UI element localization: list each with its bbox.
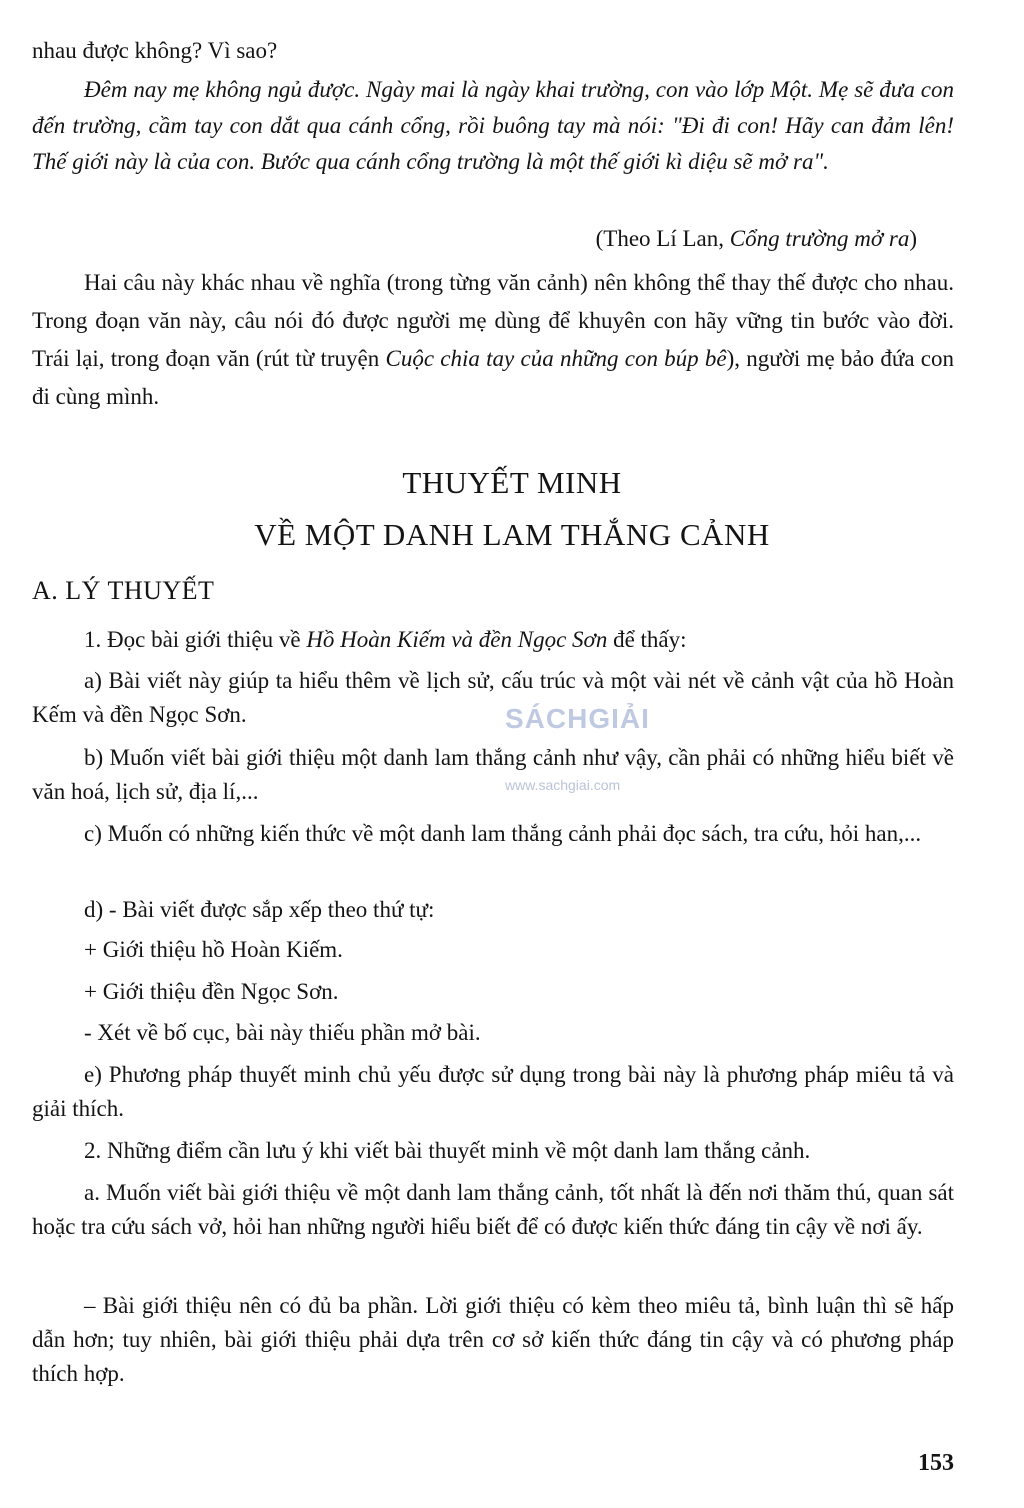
citation-prefix: (Theo Lí Lan,: [595, 226, 730, 251]
point-1e: e) Phương pháp thuyết minh chủ yếu được sử dụng trong bài này là phương pháp miêu tả và giải thích.: [32, 1062, 954, 1121]
intro-question-line: nhau được không? Vì sao?: [32, 38, 278, 63]
section-heading: A. LÝ THUYẾT: [32, 576, 215, 605]
point-2b: – Bài giới thiệu nên có đủ ba phần. Lời giới thiệu có kèm theo miêu tả, bình luận thì sẽ hấp dẫn hơn; tuy nhiên, bài giới thiệu phải dựa trên cơ sở kiến thức đáng tin cậy và có phương pháp thích hợp.: [32, 1293, 954, 1386]
title-line-1: THUYẾT MINH: [402, 465, 622, 500]
point-1a: a) Bài viết này giúp ta hiểu thêm về lịch sử, cấu trúc và một vài nét về cảnh vật của hồ Hoàn Kếm và đền Ngọc Sơn.: [32, 668, 954, 727]
title-line-2: VỀ MỘT DANH LAM THẮNG CẢNH: [254, 517, 770, 552]
explanation-story-title: Cuộc chia tay của những con búp bê: [385, 346, 727, 371]
explanation-text-2: ), người mẹ bảo đứa con đi cùng mình.: [32, 346, 954, 409]
point-1d-item-1: + Giới thiệu hồ Hoàn Kiếm.: [84, 937, 343, 962]
point-2: 2. Những điểm cần lưu ý khi viết bài thuyết minh về một danh lam thắng cảnh.: [84, 1138, 811, 1163]
point-1: [32, 623, 954, 657]
point-1d: d) - Bài viết được sắp xếp theo thứ tự:: [84, 897, 435, 922]
point-1c: c) Muốn có những kiến thức về một danh lam thắng cảnh phải đọc sách, tra cứu, hỏi han,...: [84, 821, 922, 846]
point-2a: a. Muốn viết bài giới thiệu về một danh lam thắng cảnh, tốt nhất là đến nơi thăm thú, quan sát hoặc tra cứu sách vở, hỏi han những người hiểu biết để có được kiến thức đáng tin cậy về nơi ấy.: [32, 1180, 954, 1239]
citation-title: Cổng trường mở ra: [729, 226, 910, 251]
citation-suffix: ): [909, 226, 917, 251]
point-1d-item-2: + Giới thiệu đền Ngọc Sơn.: [84, 979, 339, 1004]
point-1-suffix: để thấy:: [607, 627, 687, 652]
explanation-text-1: Hai câu này khác nhau về nghĩa (trong từng văn cảnh) nên không thể thay thế được cho nhau. Trong đoạn văn này, câu nói đó được người mẹ dùng để khuyên con hãy vững tin bước vào đời. Trái lại, trong đoạn văn (rút từ truyện: [32, 270, 954, 371]
watermark-url: www.sachgiai.com: [505, 777, 621, 793]
watermark-brand: SÁCHGIẢI: [505, 703, 650, 734]
point-1b: b) Muốn viết bài giới thiệu một danh lam thắng cảnh như vậy, cần phải có những hiểu biết về văn hoá, lịch sử, địa lí,...: [32, 745, 954, 804]
point-1-prefix: 1. Đọc bài giới thiệu về: [84, 627, 307, 652]
point-1-title: Hồ Hoàn Kiếm và đền Ngọc Sơn: [306, 627, 608, 652]
quoted-passage: Đêm nay mẹ không ngủ được. Ngày mai là ngày khai trường, con vào lớp Một. Mẹ sẽ đưa con đến trường, cầm tay con dắt qua cánh cổng, rồi buông tay mà nói: "Đi đi con! Hãy can đảm lên! Thế giới này là của con. Bước qua cánh cổng trường là một thế giới kì diệu sẽ mở ra".: [32, 77, 954, 174]
citation: [32, 222, 917, 256]
point-1d-item-3: - Xét về bố cục, bài này thiếu phần mở bài.: [84, 1020, 481, 1045]
explanation-paragraph: [32, 264, 954, 416]
page-number: 153: [918, 1450, 954, 1476]
